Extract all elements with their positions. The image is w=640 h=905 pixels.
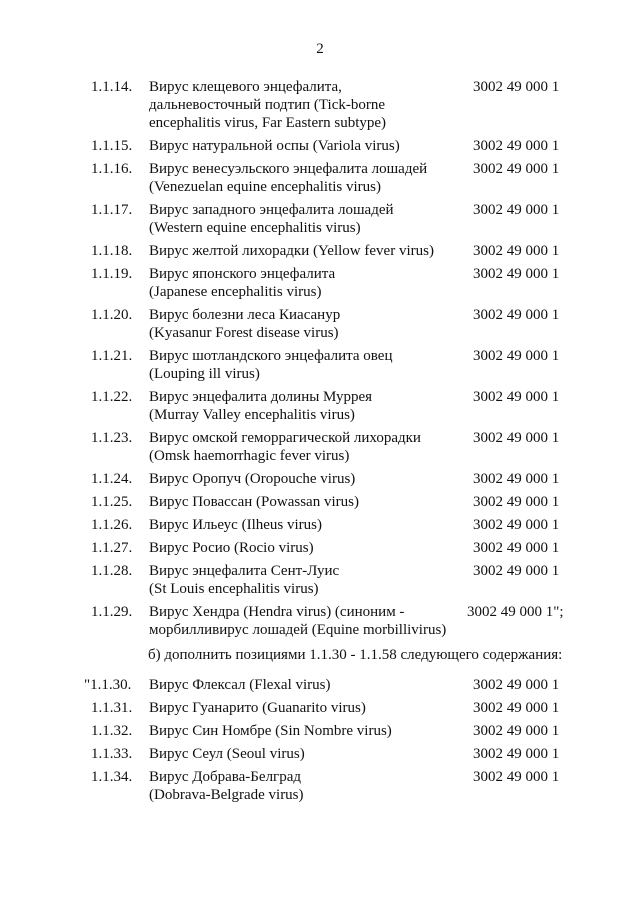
position-name-line: Вирус Син Номбре (Sin Nombre virus) (149, 723, 392, 739)
position-name-line: (Murray Valley encephalitis virus) (149, 407, 355, 423)
position-name-line: Вирус клещевого энцефалита, (149, 79, 342, 95)
page-number: 2 (316, 41, 324, 57)
position-number: 1.1.16. (91, 161, 133, 177)
tn-ved-code: 3002 49 000 1 (473, 389, 560, 405)
position-number: 1.1.20. (91, 307, 133, 323)
position-name-line: (Western equine encephalitis virus) (149, 220, 361, 236)
position-number: 1.1.34. (91, 769, 133, 785)
position-name-line: Вирус Ильеус (Ilheus virus) (149, 517, 322, 533)
position-name (149, 699, 459, 717)
position-name (149, 470, 459, 488)
position-name-line: Вирус энцефалита долины Муррея (149, 389, 373, 405)
position-name-line: Вирус Гуанарито (Guanarito virus) (149, 700, 366, 716)
position-name (149, 265, 459, 301)
position-name-line: Вирус Повассан (Powassan virus) (149, 494, 359, 510)
position-number: 1.1.25. (91, 494, 133, 510)
position-number: 1.1.22. (91, 389, 133, 405)
tn-ved-code: 3002 49 000 1 (473, 540, 560, 556)
tn-ved-code: 3002 49 000 1 (473, 769, 560, 785)
position-name (149, 745, 459, 763)
position-name (149, 242, 459, 260)
position-name-line: Вирус Росио (Rocio virus) (149, 540, 314, 556)
position-name-line: Вирус Хендра (Hendra virus) (синоним - (149, 604, 405, 620)
tn-ved-code: 3002 49 000 1 (473, 161, 560, 177)
tn-ved-code: 3002 49 000 1 (473, 243, 560, 259)
position-number: "1.1.30. (84, 677, 132, 693)
tn-ved-code: 3002 49 000 1 (473, 723, 560, 739)
tn-ved-code: 3002 49 000 1 (473, 471, 560, 487)
position-name (149, 388, 459, 424)
position-name (149, 137, 459, 155)
tn-ved-code: 3002 49 000 1 (473, 746, 560, 762)
tn-ved-code: 3002 49 000 1 (473, 563, 560, 579)
position-name (149, 78, 459, 132)
position-number: 1.1.19. (91, 266, 133, 282)
position-name-line: (Venezuelan equine encephalitis virus) (149, 179, 381, 195)
tn-ved-code: 3002 49 000 1 (473, 700, 560, 716)
position-name (149, 539, 459, 557)
tn-ved-code: 3002 49 000 1 (473, 494, 560, 510)
position-name-line: Вирус желтой лихорадки (Yellow fever virus) (149, 243, 434, 259)
position-number: 1.1.32. (91, 723, 133, 739)
position-number: 1.1.14. (91, 79, 133, 95)
position-number: 1.1.27. (91, 540, 133, 556)
tn-ved-code: 3002 49 000 1 (473, 138, 560, 154)
position-name-line: (St Louis encephalitis virus) (149, 581, 319, 597)
section-b-title: б) дополнить позициями 1.1.30 - 1.1.58 следующего содержания: (148, 647, 563, 663)
position-name (149, 493, 459, 511)
position-name (149, 347, 459, 383)
position-number: 1.1.23. (91, 430, 133, 446)
position-name (149, 201, 459, 237)
position-name-line: дальневосточный подтип (Tick-borne (149, 97, 386, 113)
position-name-line: Вирус Флексал (Flexal virus) (149, 677, 331, 693)
position-number: 1.1.17. (91, 202, 133, 218)
position-name (149, 722, 459, 740)
position-name-line: Вирус Добрава-Белград (149, 769, 301, 785)
tn-ved-code: 3002 49 000 1 (473, 677, 560, 693)
position-name-line: (Louping ill virus) (149, 366, 260, 382)
tn-ved-code: 3002 49 000 1 (473, 79, 560, 95)
tn-ved-code: 3002 49 000 1 (473, 430, 560, 446)
position-name-line: Вирус венесуэльского энцефалита лошадей (149, 161, 428, 177)
position-number: 1.1.21. (91, 348, 133, 364)
position-name-line: Вирус Сеул (Seoul virus) (149, 746, 305, 762)
position-name (149, 676, 459, 694)
position-name-line: (Omsk haemorrhagic fever virus) (149, 448, 350, 464)
position-name (149, 603, 459, 639)
position-name-line: Вирус западного энцефалита лошадей (149, 202, 394, 218)
position-name (149, 516, 459, 534)
tn-ved-code: 3002 49 000 1"; (467, 604, 564, 620)
position-name (149, 768, 459, 804)
tn-ved-code: 3002 49 000 1 (473, 202, 560, 218)
position-name-line: Вирус Оропуч (Oropouche virus) (149, 471, 356, 487)
position-name-line: Вирус энцефалита Сент-Луис (149, 563, 340, 579)
position-name-line: (Kyasanur Forest disease virus) (149, 325, 339, 341)
tn-ved-code: 3002 49 000 1 (473, 517, 560, 533)
position-number: 1.1.31. (91, 700, 133, 716)
position-number: 1.1.28. (91, 563, 133, 579)
tn-ved-code: 3002 49 000 1 (473, 307, 560, 323)
position-name-line: Вирус натуральной оспы (Variola virus) (149, 138, 400, 154)
position-number: 1.1.26. (91, 517, 133, 533)
position-number: 1.1.24. (91, 471, 133, 487)
position-name-line: (Japanese encephalitis virus) (149, 284, 322, 300)
position-name-line: морбилливирус лошадей (Equine morbillivirus) (149, 622, 447, 638)
position-name (149, 160, 459, 196)
position-name-line: Вирус шотландского энцефалита овец (149, 348, 393, 364)
position-name-line: Вирус болезни леса Киасанур (149, 307, 341, 323)
position-number: 1.1.33. (91, 746, 133, 762)
position-name (149, 562, 459, 598)
position-name (149, 429, 459, 465)
position-number: 1.1.18. (91, 243, 133, 259)
position-number: 1.1.15. (91, 138, 133, 154)
position-name-line: (Dobrava-Belgrade virus) (149, 787, 304, 803)
position-name-line: Вирус омской геморрагической лихорадки (149, 430, 421, 446)
tn-ved-code: 3002 49 000 1 (473, 348, 560, 364)
position-name-line: encephalitis virus, Far Eastern subtype) (149, 115, 387, 131)
position-name (149, 306, 459, 342)
position-number: 1.1.29. (91, 604, 133, 620)
tn-ved-code: 3002 49 000 1 (473, 266, 560, 282)
position-name-line: Вирус японского энцефалита (149, 266, 336, 282)
